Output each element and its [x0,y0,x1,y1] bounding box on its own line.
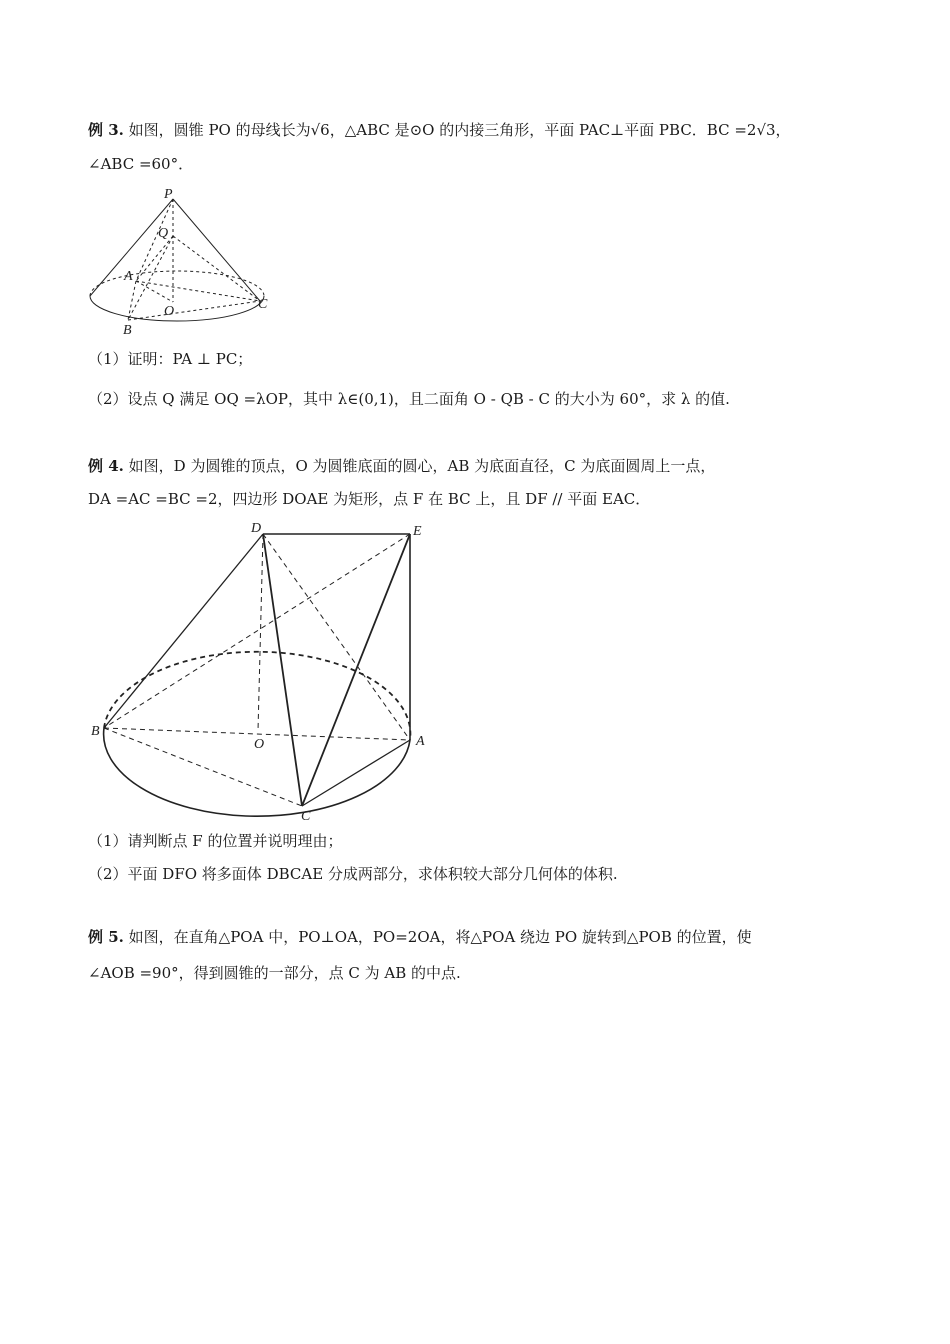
ex3-label-O: O [164,304,175,319]
ex4-line1 [88,455,715,477]
ex4-figure [88,516,438,826]
ex3-label-C: C [258,297,268,312]
ex4-label-D: D [251,521,262,536]
ex4-q2: （2）平面 DFO 将多面体 DBCAE 分成两部分，求体积较大部分几何体的体积. [88,865,618,883]
ex3-figure [82,184,282,339]
ex3-line2: ∠ABC =60°． [88,155,194,173]
ex4-label-A: A [416,734,425,749]
ex4-label-C: C [301,809,311,824]
ex3-line1 [88,119,791,141]
ex4-label-E: E [413,524,422,539]
ex5-label: 例 5. [88,928,124,946]
ex3-label-P: P [164,187,173,202]
ex3-label-B: B [123,323,132,338]
ex4-q1: （1）请判断点 F 的位置并说明理由； [88,832,343,850]
ex3-q1: （1）证明：PA ⊥ PC； [88,350,253,368]
ex3-q2: （2）设点 Q 满足 OQ =λOP，其中 λ∈(0,1)，且二面角 O - QB - C 的大小为 60°，求 λ 的值. [88,390,730,408]
ex4-line2: DA =AC =BC =2，四边形 DOAE 为矩形，点 F 在 BC 上，且 DF // 平面 EAC． [88,490,651,508]
ex4-label: 例 4. [88,457,124,475]
ex5-text1: 如图，在直角△POA 中，PO⊥OA，PO=2OA，将△POA 绕边 PO 旋转到△POB 的位置，使 [128,928,752,946]
ex3-label-Q: Q [158,226,169,241]
ex3-text1: 如图，圆锥 PO 的母线长为√6，△ABC 是⊙O 的内接三角形，平面 PAC⊥平面 PBC．BC =2√3， [128,121,791,139]
ex3-label-A: A [124,269,133,284]
ex4-text1: 如图，D 为圆锥的顶点，O 为圆锥底面的圆心，AB 为底面直径，C 为底面圆周上一点， [128,457,716,475]
ex3-label: 例 3. [88,121,124,139]
ex4-label-B: B [91,724,100,739]
ex4-label-O: O [254,737,265,752]
ex5-line2: ∠AOB =90°，得到圆锥的一部分，点 C 为 AB 的中点. [88,964,461,982]
ex5-line1 [88,926,752,948]
